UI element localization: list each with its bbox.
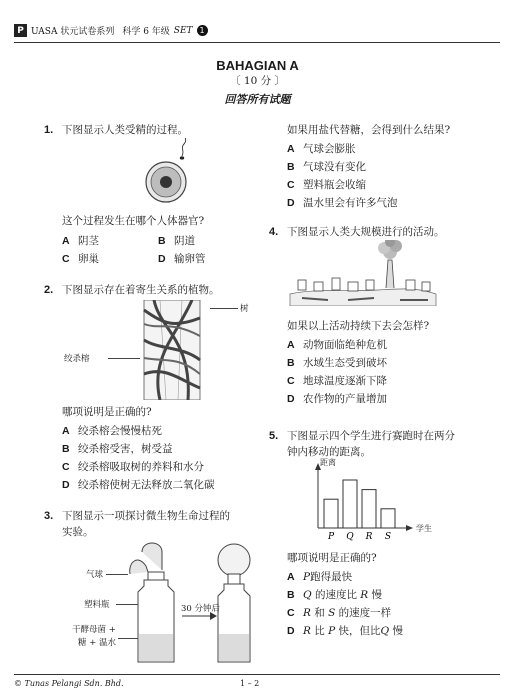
fig-leader-line — [108, 358, 140, 359]
bottle-leader-line — [116, 604, 138, 605]
tick-label-s: S — [384, 532, 392, 542]
q2-option-a[interactable]: A 绞杀榕会慢慢枯死 — [62, 425, 162, 437]
y-axis-label: 距离 — [320, 458, 336, 467]
q5-text-line1: 下图显示四个学生进行赛跑时在两分 — [287, 430, 455, 442]
tree-label: 树 — [240, 304, 249, 314]
q5-text-line2: 钟内移动的距离。 — [287, 446, 371, 458]
section-marks: 〔 10 分 〕 — [230, 75, 285, 87]
publisher-logo: P — [14, 24, 27, 37]
bar-q — [343, 480, 357, 528]
header-divider — [14, 42, 500, 43]
tree-leader-line — [210, 308, 238, 309]
bar-p — [324, 499, 338, 528]
q4-text: 下图显示人类大规模进行的活动。 — [287, 226, 445, 238]
q1-option-b[interactable]: B 阴道 — [158, 235, 195, 247]
tick-label-p: P — [327, 532, 335, 542]
q2-option-d[interactable]: D 绞杀榕使树无法释放二氧化碳 — [62, 479, 215, 491]
q5-option-b[interactable]: B Q 的速度比 R 慢 — [287, 589, 383, 601]
section-instruction: 回答所有试题 — [224, 94, 291, 106]
footer-page-number: 1 – 2 — [240, 679, 260, 688]
tick-label-q: Q — [346, 532, 354, 542]
series-title: UASA 状元试卷系列 — [31, 27, 115, 37]
q1-text: 下图显示人类受精的过程。 — [62, 124, 188, 136]
q1-option-c[interactable]: C 卵巢 — [62, 253, 99, 265]
deforestation-illustration — [288, 240, 438, 306]
bar-s — [381, 509, 395, 528]
q5-option-d[interactable]: D R 比 P 快，但比Q 慢 — [287, 625, 403, 637]
q1-number: 1. — [44, 124, 54, 136]
q3-option-b[interactable]: B 气球没有变化 — [287, 161, 366, 173]
balloon-leader-line — [106, 574, 128, 575]
q3-number: 3. — [44, 510, 54, 522]
q2-number: 2. — [44, 284, 54, 296]
q4-option-a[interactable]: A 动物面临绝种危机 — [287, 339, 387, 351]
balloon-label: 气球 — [86, 570, 104, 580]
x-axis-label: 学生 — [416, 524, 432, 533]
yeast-label-line1: 干酵母菌 + — [72, 625, 116, 635]
q3-option-a[interactable]: A 气球会膨胀 — [287, 143, 356, 155]
q3-option-c[interactable]: C 塑料瓶会收缩 — [287, 179, 366, 191]
q4-prompt: 如果以上活动持续下去会怎样? — [287, 320, 430, 332]
fertilization-illustration — [138, 138, 208, 208]
q5-option-c[interactable]: C R 和 S 的速度一样 — [287, 607, 392, 619]
q5-prompt: 哪项说明是正确的? — [287, 552, 377, 564]
page-header — [14, 24, 208, 37]
q4-number: 4. — [269, 226, 279, 238]
q1-option-d[interactable]: D 输卵管 — [158, 253, 206, 265]
fig-label: 绞杀榕 — [64, 354, 90, 364]
x-axis-arrow — [406, 525, 413, 531]
section-title: BAHAGIAN A — [216, 58, 299, 73]
footer-divider — [14, 674, 500, 675]
q2-text: 下图显示存在着寄生关系的植物。 — [62, 284, 220, 296]
yeast-label-line2: 糖 + 温水 — [78, 638, 117, 648]
q2-option-c[interactable]: C 绞杀榕吸取树的养料和水分 — [62, 461, 204, 473]
q1-option-a[interactable]: A 阴茎 — [62, 235, 99, 247]
tick-label-r: R — [365, 532, 373, 542]
yeast-leader-line — [118, 638, 138, 639]
subject-label: 科学 6 年级 — [122, 27, 170, 37]
q2-prompt: 哪项说明是正确的? — [62, 406, 152, 418]
q3-text-line2: 实验。 — [62, 526, 94, 538]
q2-option-b[interactable]: B 绞杀榕受害，树受益 — [62, 443, 173, 455]
bottle-label: 塑料瓶 — [84, 600, 110, 610]
q5-option-a[interactable]: A P跑得最快 — [287, 571, 353, 583]
q3-text-line1: 下图显示一项探讨微生物生命过程的 — [62, 510, 230, 522]
q3-prompt: 如果用盐代替糖，会得到什么结果? — [287, 124, 451, 136]
q4-option-b[interactable]: B 水域生态受到破坏 — [287, 357, 387, 369]
footer-copyright: © Tunas Pelangi Sdn. Bhd. — [14, 679, 124, 688]
q5-number: 5. — [269, 430, 279, 442]
set-label: SET — [173, 25, 193, 36]
time-label: 30 分钟后 — [181, 604, 221, 614]
strangler-fig-illustration — [130, 300, 210, 400]
bar-r — [362, 490, 376, 528]
q4-option-c[interactable]: C 地球温度逐渐下降 — [287, 375, 387, 387]
q4-option-d[interactable]: D 农作物的产量增加 — [287, 393, 387, 405]
q3-option-d[interactable]: D 温水里会有许多气泡 — [287, 197, 398, 209]
set-number-badge: 1 — [197, 25, 208, 36]
race-distance-chart — [300, 458, 450, 544]
q1-prompt: 这个过程发生在哪个人体器官? — [62, 215, 205, 227]
